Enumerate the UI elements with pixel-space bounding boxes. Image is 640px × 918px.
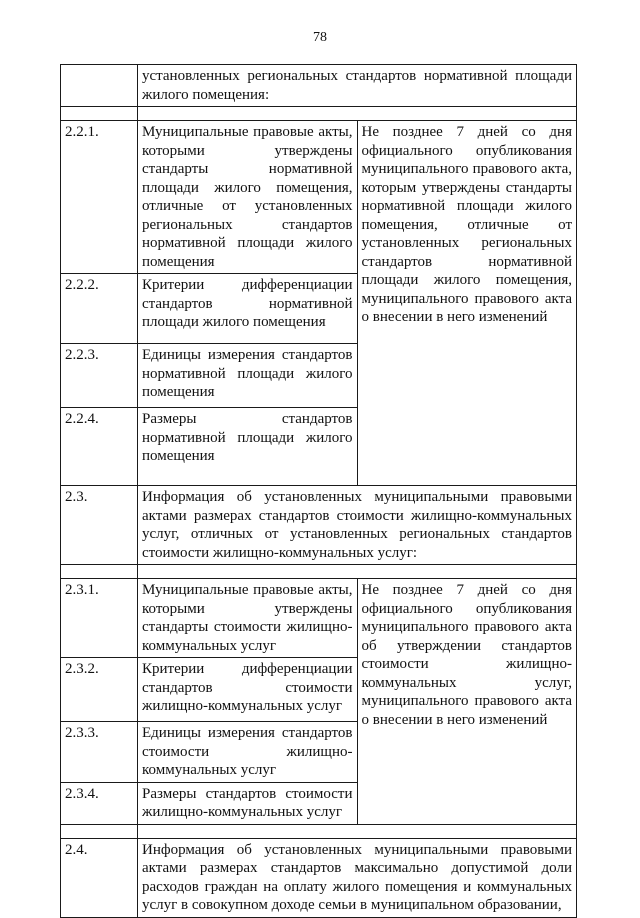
table-gap: [61, 824, 577, 838]
row-number: 2.2.4.: [61, 408, 138, 486]
row-text: Единицы измерения стандартов нормативной площади жилого помещения: [138, 344, 358, 408]
row-number: 2.2.2.: [61, 274, 138, 344]
row-text: Размеры стандартов стоимости жилищно-коммунальных услуг: [138, 782, 358, 824]
row-number: 2.2.3.: [61, 344, 138, 408]
table-row: [61, 579, 577, 658]
row-text: Размеры стандартов нормативной площади жилого помещения: [138, 408, 358, 486]
table-row: [61, 65, 577, 107]
row-text: Критерии дифференциации стандартов нормативной площади жилого помещения: [138, 274, 358, 344]
deadline-cell: Не позднее 7 дней со дня официального опубликования муниципального правового акта об утверждении стандартов стоимости жилищно-коммунальных услуг, муниципального правового акта о внесении в него изменений: [357, 579, 577, 825]
requirements-table: [60, 64, 577, 918]
row-text: Муниципальные правовые акты, которыми утверждены стандарты нормативной площади жилого помещения, отличные от установленных региональных стандартов нормативной площади жилого помещения: [138, 121, 358, 274]
row-text: Критерии дифференциации стандартов стоимости жилищно-коммунальных услуг: [138, 658, 358, 722]
row-number: 2.3.3.: [61, 722, 138, 783]
row-number: 2.3.4.: [61, 782, 138, 824]
row-text: Информация об установленных муниципальными правовыми актами размерах стандартов стоимости жилищно-коммунальных услуг, отличных от установленных региональных стандартов стоимости жилищно-коммунальных услуг:: [138, 486, 577, 565]
row-number: 2.2.1.: [61, 121, 138, 274]
table-gap: [61, 565, 577, 579]
row-number: 2.3.1.: [61, 579, 138, 658]
deadline-cell: Не позднее 7 дней со дня официального опубликования муниципального правового акта, которым утверждены стандарты нормативной площади жилого помещения, отличные от установленных региональных стандартов нормативной площади жилого помещения, муниципального правового акта о внесении в него изменений: [357, 121, 577, 486]
row-number: 2.3.2.: [61, 658, 138, 722]
row-number: [61, 65, 138, 107]
table-row: [61, 121, 577, 274]
table-row: [61, 838, 577, 917]
row-text: установленных региональных стандартов нормативной площади жилого помещения:: [138, 65, 577, 107]
table-row: [61, 486, 577, 565]
page-number: 78: [313, 30, 327, 45]
row-number: 2.4.: [61, 838, 138, 917]
row-text: Единицы измерения стандартов стоимости жилищно-коммунальных услуг: [138, 722, 358, 783]
table-gap: [61, 107, 577, 121]
row-text: Муниципальные правовые акты, которыми утверждены стандарты стоимости жилищно-коммунальных услуг: [138, 579, 358, 658]
row-text: Информация об установленных муниципальными правовыми актами размерах стандартов максимально допустимой доли расходов граждан на оплату жилого помещения и коммунальных услуг в совокупном доходе семьи в муниципальном образовании,: [138, 838, 577, 917]
row-number: 2.3.: [61, 486, 138, 565]
